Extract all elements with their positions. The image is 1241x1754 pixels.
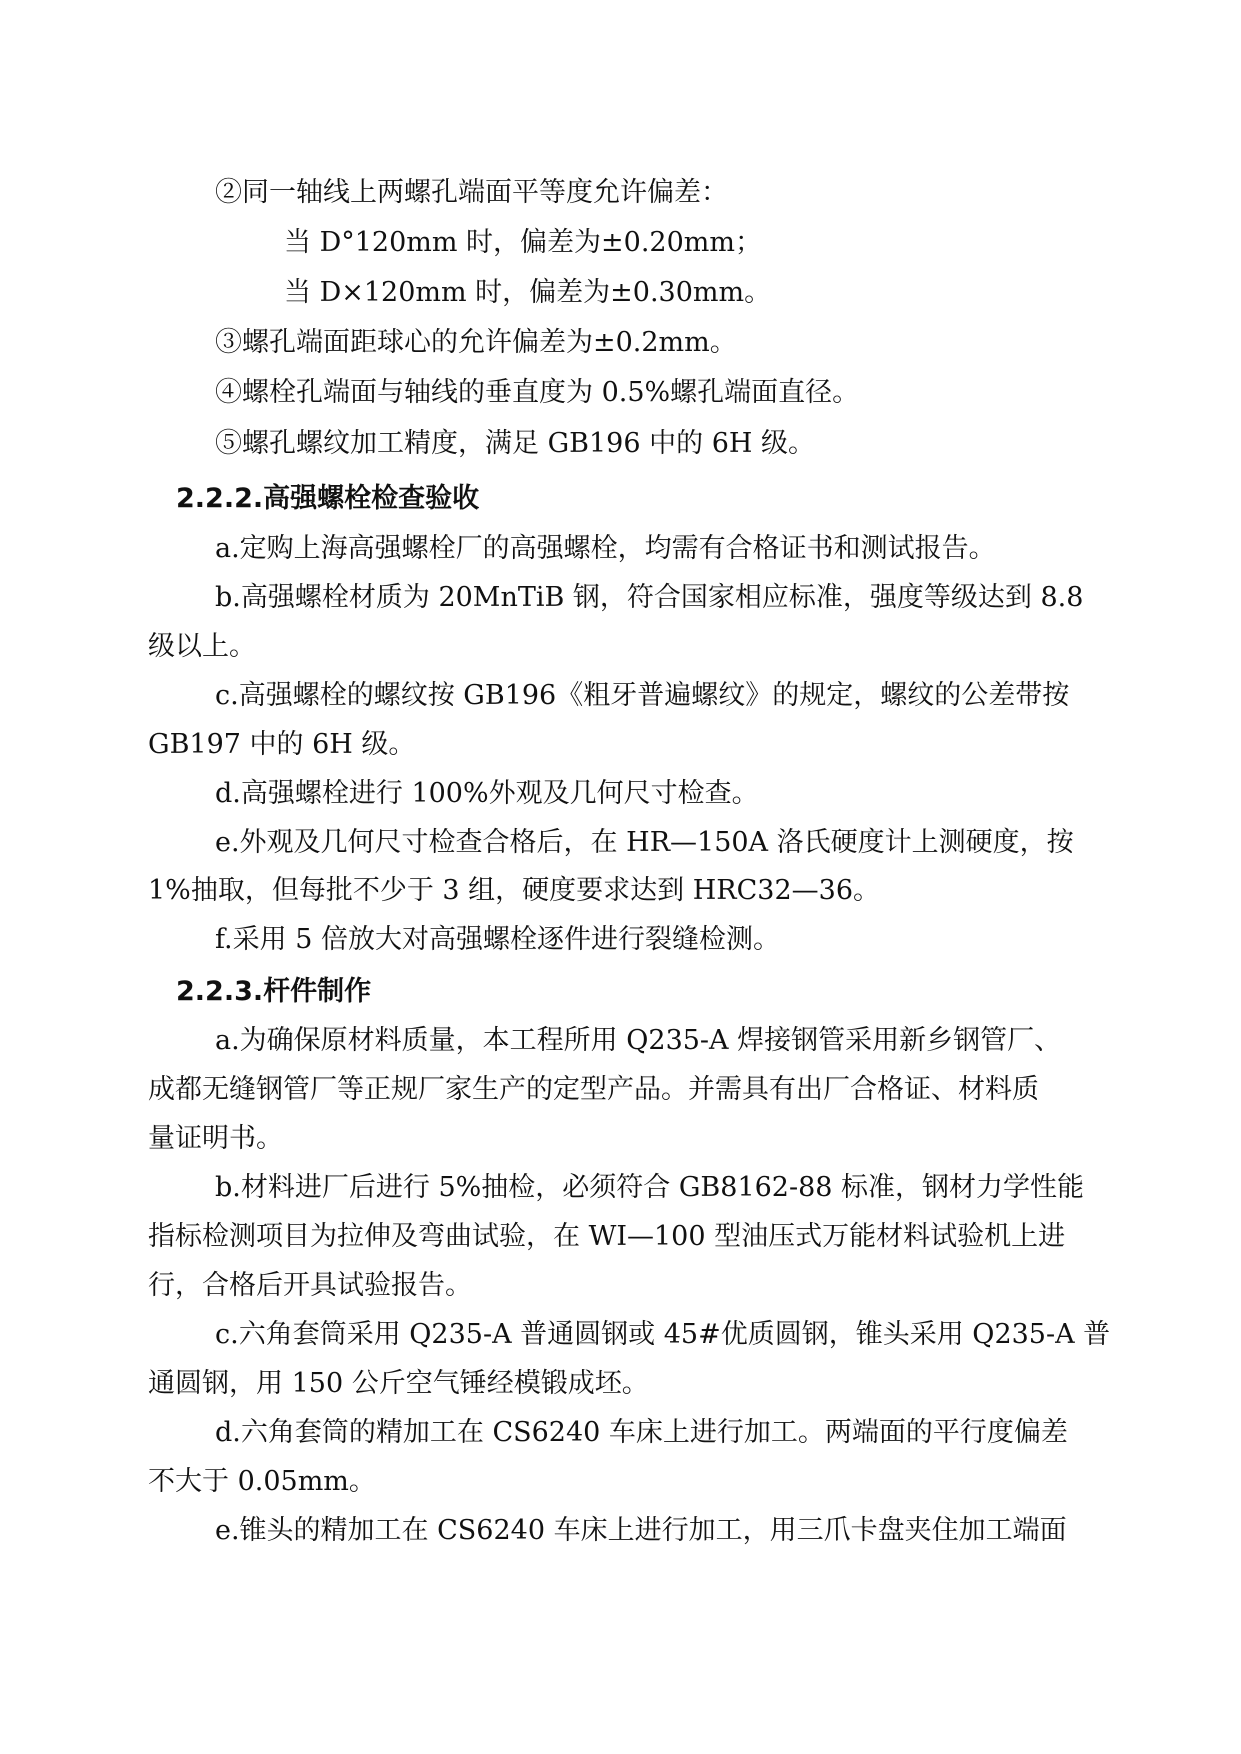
list-subitem-d-above-120: 当 D×120mm 时，偏差为±0.30mm。 bbox=[284, 277, 772, 308]
list-item-5: ⑤螺孔螺纹加工精度，满足 GB196 中的 6H 级。 bbox=[215, 428, 815, 459]
paragraph-line: a.为确保原材料质量，本工程所用 Q235-A 焊接钢管采用新乡钢管厂、 bbox=[215, 1025, 1062, 1056]
paragraph-line: e.外观及几何尺寸检查合格后，在 HR—150A 洛氏硬度计上测硬度，按 bbox=[215, 827, 1074, 858]
list-item-3: ③螺孔端面距球心的允许偏差为±0.2mm。 bbox=[215, 327, 737, 358]
paragraph-line: d.六角套筒的精加工在 CS6240 车床上进行加工。两端面的平行度偏差 bbox=[215, 1417, 1068, 1448]
paragraph-line: c.高强螺栓的螺纹按 GB196《粗牙普遍螺纹》的规定，螺纹的公差带按 bbox=[215, 680, 1070, 711]
paragraph-line: 1%抽取，但每批不少于 3 组，硬度要求达到 HRC32—36。 bbox=[148, 875, 881, 906]
paragraph-line: e.锥头的精加工在 CS6240 车床上进行加工，用三爪卡盘夹住加工端面 bbox=[215, 1515, 1067, 1546]
paragraph-line: 级以上。 bbox=[148, 631, 256, 662]
paragraph-line: c.六角套筒采用 Q235-A 普通圆钢或 45#优质圆钢，锥头采用 Q235-A 普 bbox=[215, 1319, 1111, 1350]
paragraph-line: 通圆钢，用 150 公斤空气锤经模锻成坯。 bbox=[148, 1368, 649, 1399]
paragraph-line: GB197 中的 6H 级。 bbox=[148, 729, 416, 760]
paragraph-line: 行，合格后开具试验报告。 bbox=[148, 1270, 472, 1301]
paragraph-line: 指标检测项目为拉伸及弯曲试验，在 WI—100 型油压式万能材料试验机上进 bbox=[148, 1221, 1066, 1252]
paragraph-line: b.高强螺栓材质为 20MnTiB 钢，符合国家相应标准，强度等级达到 8.8 bbox=[215, 582, 1084, 613]
paragraph-line: 成都无缝钢管厂等正规厂家生产的定型产品。并需具有出厂合格证、材料质 bbox=[148, 1074, 1039, 1105]
section-heading-2-2-2: 2.2.2.高强螺栓检查验收 bbox=[176, 483, 480, 514]
paragraph-line: f.采用 5 倍放大对高强螺栓逐件进行裂缝检测。 bbox=[215, 924, 780, 955]
paragraph-line: 量证明书。 bbox=[148, 1123, 283, 1154]
list-item-2: ②同一轴线上两螺孔端面平等度允许偏差： bbox=[215, 177, 728, 208]
paragraph-line: a.定购上海高强螺栓厂的高强螺栓，均需有合格证书和测试报告。 bbox=[215, 533, 996, 564]
paragraph-line: d.高强螺栓进行 100%外观及几何尺寸检查。 bbox=[215, 778, 759, 809]
section-heading-2-2-3: 2.2.3.杆件制作 bbox=[176, 976, 372, 1007]
list-item-4: ④螺栓孔端面与轴线的垂直度为 0.5%螺孔端面直径。 bbox=[215, 377, 860, 408]
paragraph-line: 不大于 0.05mm。 bbox=[148, 1466, 376, 1497]
paragraph-line: b.材料进厂后进行 5%抽检，必须符合 GB8162-88 标准，钢材力学性能 bbox=[215, 1172, 1085, 1203]
list-subitem-d-below-120: 当 D°120mm 时，偏差为±0.20mm； bbox=[284, 227, 762, 258]
